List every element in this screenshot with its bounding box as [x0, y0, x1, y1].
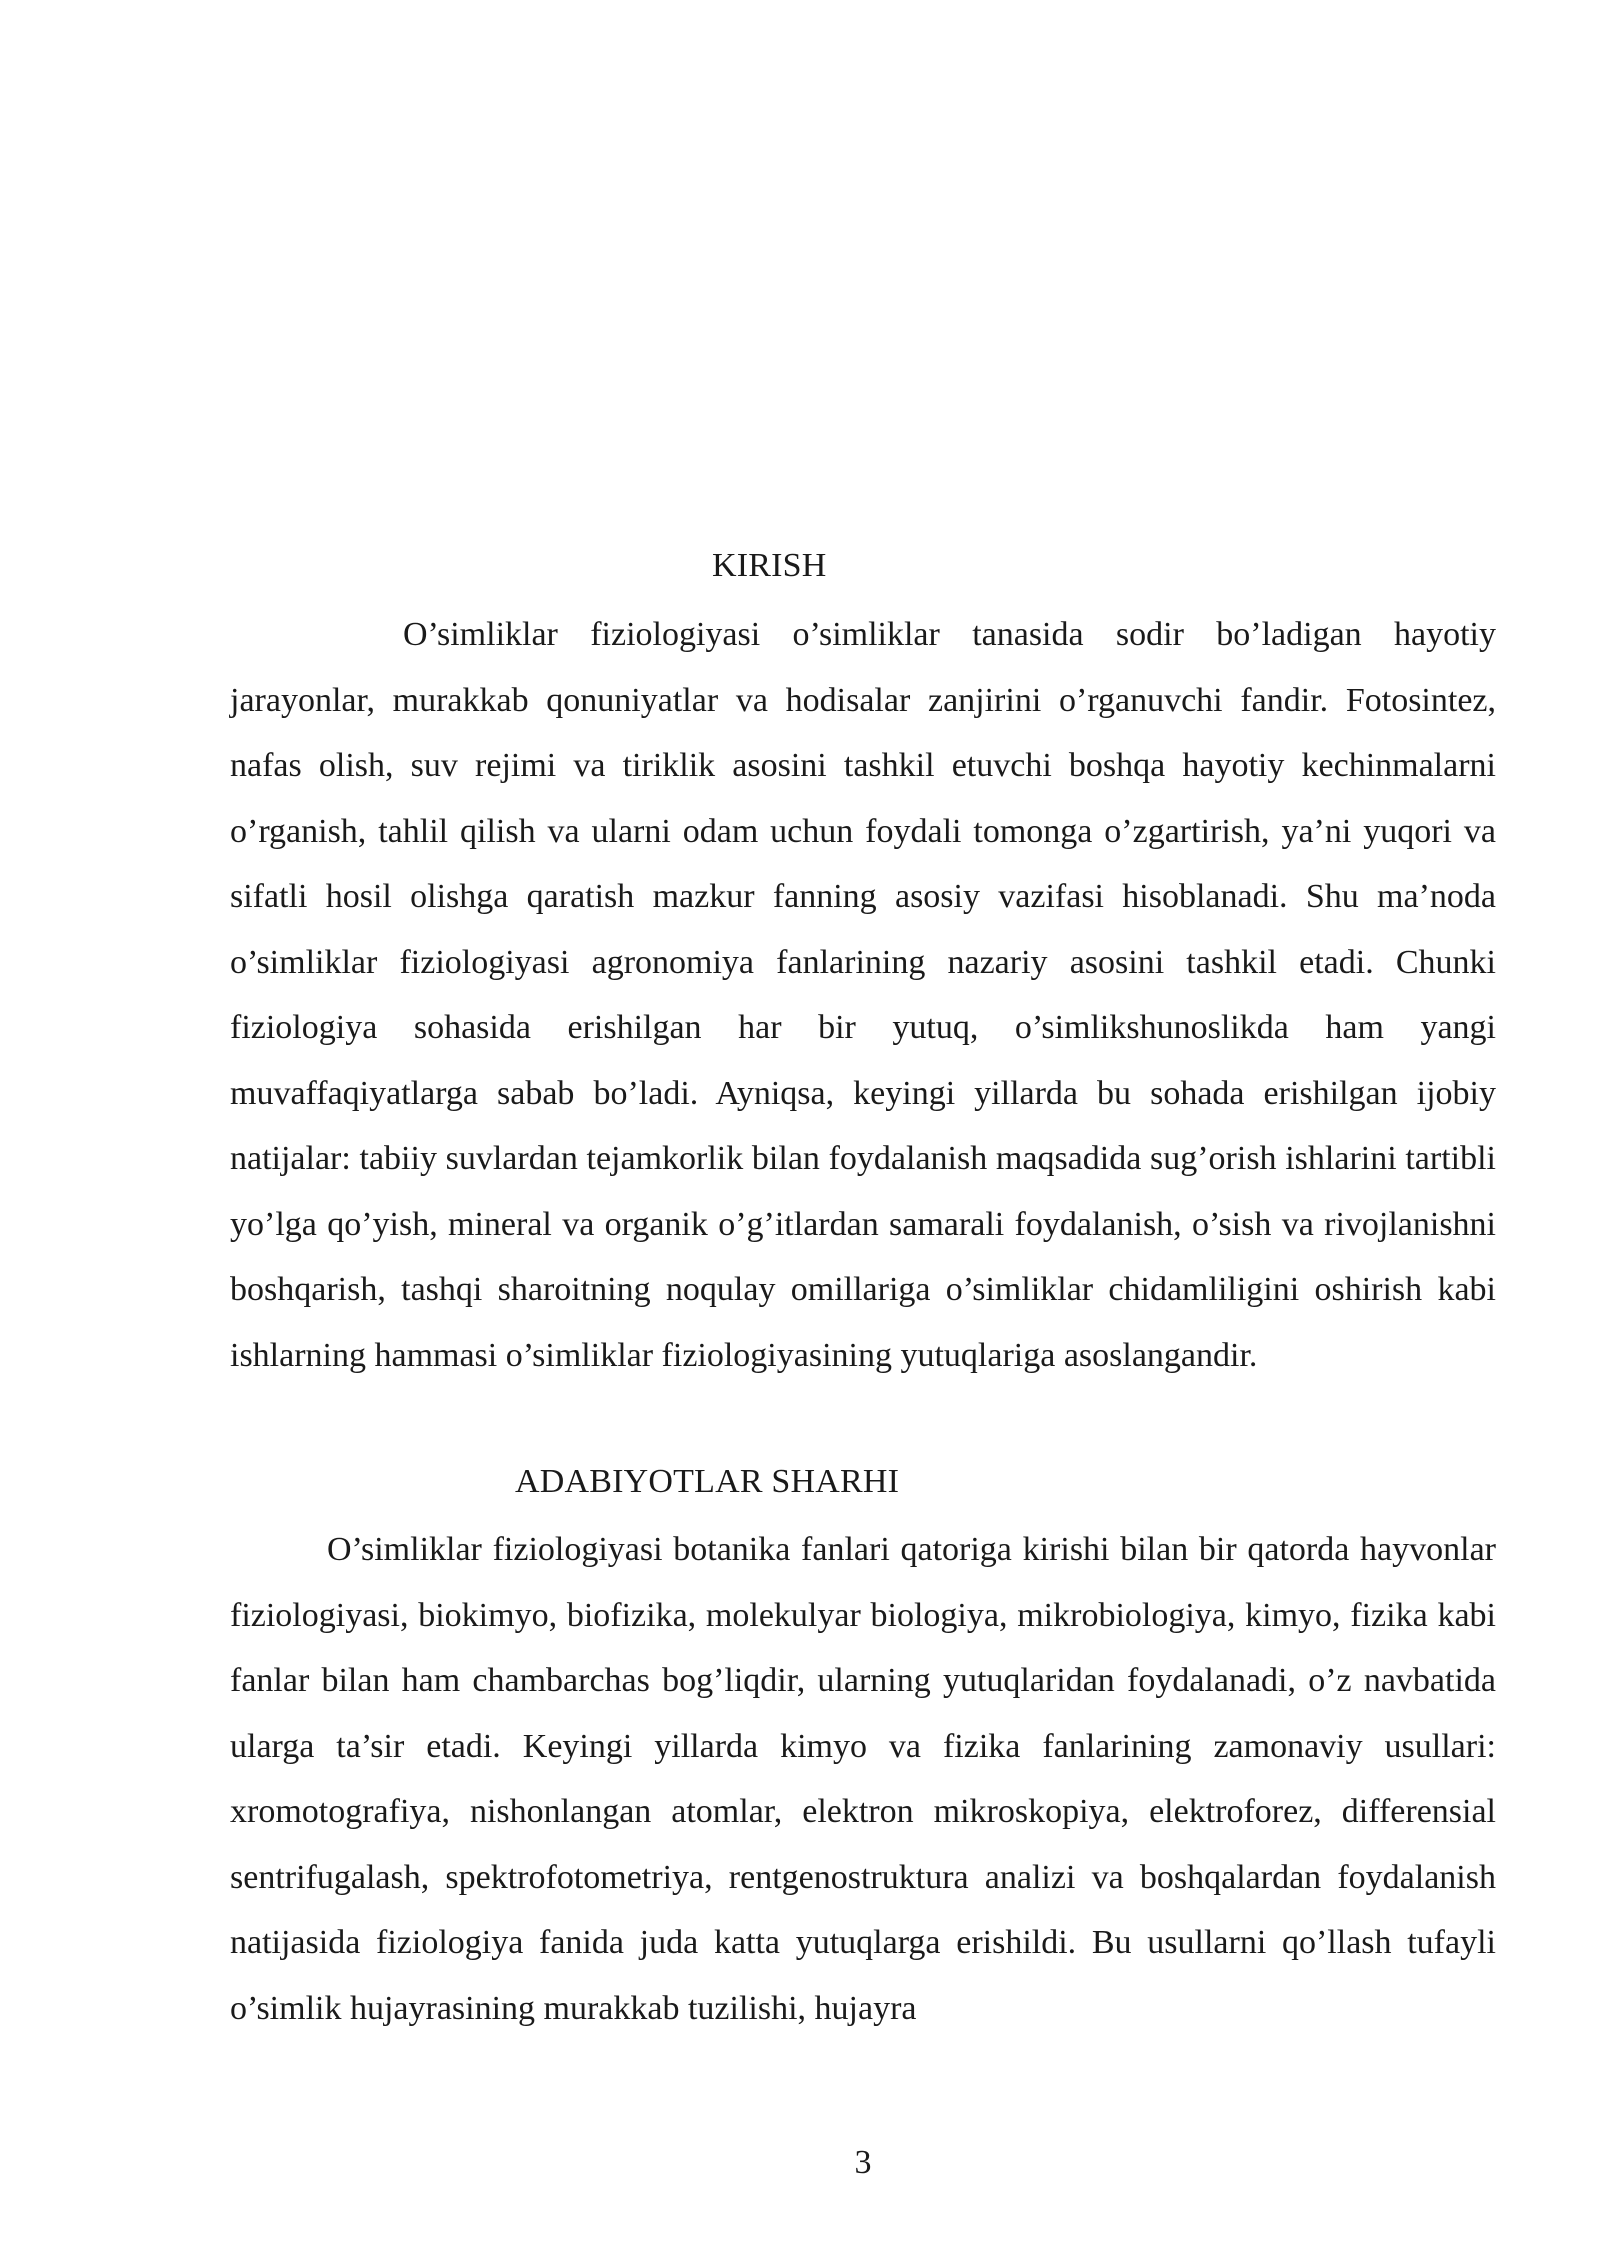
section-heading-adabiyotlar-sharhi: ADABIYOTLAR SHARHI [515, 1463, 900, 1500]
section-heading-kirish: KIRISH [712, 547, 827, 584]
page-number: 3 [854, 2144, 872, 2181]
section-paragraph-adabiyotlar-sharhi: O’simliklar fiziologiyasi botanika fanlari qatoriga kirishi bilan bir qatorda hayvonlar fiziologiyasi, biokimyo, biofizika, molekulyar biologiya, mikrobiologiya, kimyo, fizika kabi fanlar bilan ham chambarchas bog’liqdir, ularning yutuqlaridan foydalanadi, o’z navbatida ularga ta’sir etadi. Keyingi yillarda kimyo va fizika fanlarining zamonaviy usullari: xromotografiya, nishonlangan atomlar, elektron mikroskopiya, elektroforez, differensial sentrifugalash, spektrofotometriya, rentgenostruktura analizi va boshqalardan foydalanish natijasida fiziologiya fanida juda katta yutuqlarga erishildi. Bu usullarni qo’llash tufayli o’simlik hujayrasining murakkab tuzilishi, hujayra [230, 1531, 1496, 2027]
section-paragraph-kirish: O’simliklar fiziologiyasi o’simliklar tanasida sodir bo’ladigan hayotiy jarayonlar, murakkab qonuniyatlar va hodisalar zanjirini o’rganuvchi fandir. Fotosintez, nafas olish, suv rejimi va tiriklik asosini tashkil etuvchi boshqa hayotiy kechinmalarni o’rganish, tahlil qilish va ularni odam uchun foydali tomonga o’zgartirish, ya’ni yuqori va sifatli hosil olishga qaratish mazkur fanning asosiy vazifasi hisoblanadi. Shu ma’noda o’simliklar fiziologiyasi agronomiya fanlarining nazariy asosini tashkil etadi. Chunki fiziologiya sohasida erishilgan har bir yutuq, o’simlikshunoslikda ham yangi muvaffaqiyatlarga sabab bo’ladi. Ayniqsa, keyingi yillarda bu sohada erishilgan ijobiy natijalar: tabiiy suvlardan tejamkorlik bilan foydalanish maqsadida sug’orish ishlarini tartibli yo’lga qo’yish, mineral va organik o’g’itlardan samarali foydalanish, o’sish va rivojlanishni boshqarish, tashqi sharoitning noqulay omillariga o’simliklar chidamliligini oshirish kabi ishlarning hammasi o’simliklar fiziologiyasining yutuqlariga asoslangandir. [230, 616, 1496, 1374]
